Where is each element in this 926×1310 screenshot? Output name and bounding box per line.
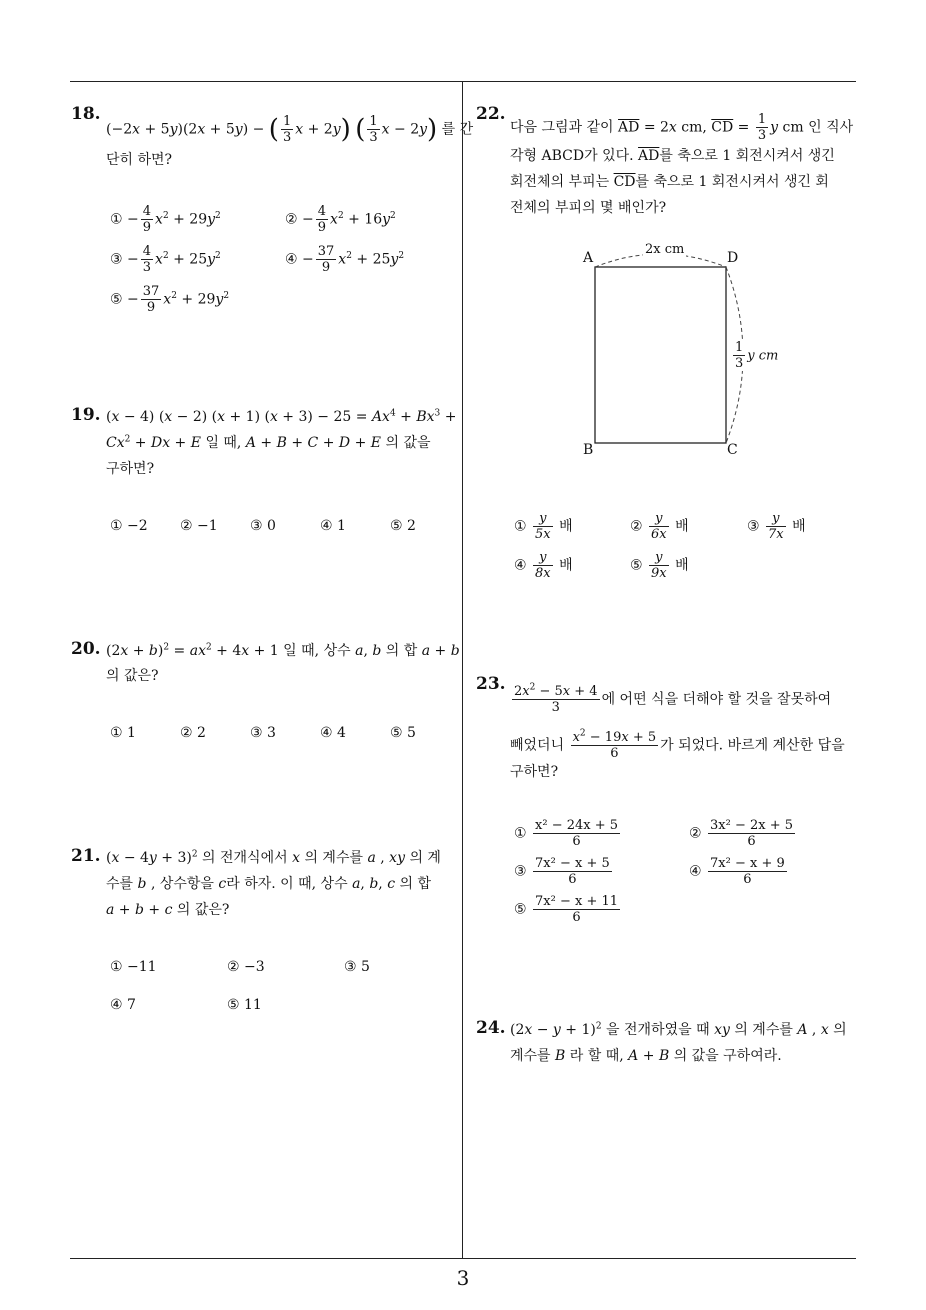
- option-2[interactable]: ② 2: [180, 725, 206, 741]
- option-1[interactable]: ① −11: [110, 959, 157, 975]
- option-3[interactable]: ③ $\frac{y}{7x}$ 배: [747, 511, 806, 542]
- option-1[interactable]: ① − $\frac{4}{9}$ $x^2 + 29y^2$: [110, 204, 221, 235]
- option-1[interactable]: ① $\frac{\text{x² − 24x + 5}}{6}$: [514, 818, 619, 849]
- option-4[interactable]: ④ 1: [320, 518, 346, 534]
- vertex-b-label: B: [583, 442, 594, 458]
- question-number: 19.: [71, 405, 101, 425]
- rectangle-abcd: [595, 267, 726, 443]
- question-text-line2: 단히 하면?: [106, 152, 173, 168]
- option-2[interactable]: ② −3: [227, 959, 265, 975]
- option-2[interactable]: ② − $\frac{4}{9}$ $x^2 + 16y^2$: [285, 204, 396, 235]
- option-4[interactable]: ④ 4: [320, 725, 346, 741]
- question-number: 20.: [71, 639, 101, 659]
- question-text-line2: 각형 ABCD가 있다. $\overline{AD}$를 축으로 1 회전시켜서 생긴: [510, 148, 835, 164]
- question-number: 22.: [476, 104, 506, 124]
- vertex-d-label: D: [727, 250, 739, 266]
- q18-tail: 를 간: [441, 121, 474, 138]
- option-5[interactable]: ⑤ − $\frac{37}{9}$ $x^2 + 29y^2$: [110, 284, 230, 315]
- question-text-line2: 계수를 B 라 할 때, A + B 의 값을 구하여라.: [510, 1048, 782, 1064]
- question-number: 21.: [71, 846, 101, 866]
- option-2[interactable]: ② −1: [180, 518, 218, 534]
- option-4[interactable]: ④ $\frac{y}{8x}$ 배: [514, 550, 573, 581]
- option-2[interactable]: ② $\frac{\text{3x² − 2x + 5}}{6}$: [689, 818, 794, 849]
- question-text-line2: 수를 b , 상수항을 c라 하자. 이 때, 상수 a, b, c 의 합: [106, 876, 431, 892]
- question-text-line3: a + b + c 의 값은?: [106, 902, 230, 918]
- question-text: $(x - 4y + 3)^2$ 의 전개식에서 x 의 계수를 a , xy 의 계: [106, 849, 441, 866]
- option-3[interactable]: ③ $\frac{\text{7x² − x + 5}}{6}$: [514, 856, 610, 887]
- question-text: (x − 4) (x − 2) (x + 1) $(x + 3) - 25 = Ax^4 + Bx^3$ +: [106, 408, 457, 425]
- option-1[interactable]: ① −2: [110, 518, 148, 534]
- question-text: $(2x - y + 1)^2$ 을 전개하였을 때 xy 의 계수를 A , x 의: [510, 1021, 847, 1038]
- question-text-line2: 빼었더니 $\frac{x^2 - 19x + 5}{6}$ 가 되었다. 바르게 계산한 답을: [510, 728, 845, 761]
- option-3[interactable]: ③ 0: [250, 518, 276, 534]
- question-text: $\frac{2x^2 - 5x + 4}{3}$ 에 어떤 식을 더해야 할 것을 잘못하여: [514, 682, 832, 715]
- option-3[interactable]: ③ 3: [250, 725, 276, 741]
- question-text: $(2x + b)^2 = ax^2 + 4x + 1$ 일 때, 상수 a, b 의 합 a + b: [106, 642, 460, 659]
- option-3[interactable]: ③ 5: [344, 959, 370, 975]
- question-text-line2: $Cx^2 + Dx + E$ 일 때, A + B + C + D + E 의 값을: [106, 434, 431, 451]
- top-dimension-label: 2x cm: [643, 240, 686, 260]
- option-1[interactable]: ① 1: [110, 725, 136, 741]
- option-5[interactable]: ⑤ 2: [390, 518, 416, 534]
- question-text-line3: 구하면?: [106, 461, 155, 477]
- question-text-line3: 구하면?: [510, 764, 559, 780]
- option-3[interactable]: ③ − $\frac{4}{3}$ $x^2 + 25y^2$: [110, 244, 221, 275]
- question-number: 23.: [476, 674, 506, 694]
- page-number: 3: [456, 1266, 470, 1290]
- column-divider: [462, 82, 463, 1259]
- option-5[interactable]: ⑤ $\frac{\text{7x² − x + 11}}{6}$: [514, 894, 619, 925]
- option-5[interactable]: ⑤ $\frac{y}{9x}$ 배: [630, 550, 689, 581]
- option-4[interactable]: ④ − $\frac{37}{9}$ $x^2 + 25y^2$: [285, 244, 405, 275]
- bottom-rule: [70, 1258, 856, 1259]
- question-text: 다음 그림과 같이 $\overline{AD} = 2x$ cm, $\overline{CD}$ = $\frac{1}{3}$ y cm 인 직사: [510, 112, 854, 143]
- top-rule: [70, 81, 856, 82]
- question-number: 18.: [71, 104, 101, 124]
- question-number: 24.: [476, 1018, 506, 1038]
- option-5[interactable]: ⑤ 11: [227, 997, 262, 1013]
- question-text: (−2x + 5y)(2x + 5y) − ( $\frac{1}{3}$ x + 2y) ( $\frac{1}{3}$ x − 2y) 를 간: [106, 114, 474, 145]
- option-5[interactable]: ⑤ 5: [390, 725, 416, 741]
- option-1[interactable]: ① $\frac{y}{5x}$ 배: [514, 511, 573, 542]
- question-text-line3: 회전체의 부피는 $\overline{CD}$를 축으로 1 회전시켜서 생긴 회: [510, 174, 829, 190]
- question-text-line4: 전체의 부피의 몇 배인가?: [510, 200, 667, 216]
- option-2[interactable]: ② $\frac{y}{6x}$ 배: [630, 511, 689, 542]
- option-4[interactable]: ④ $\frac{\text{7x² − x + 9}}{6}$: [689, 856, 785, 887]
- right-dimension-label: $\frac{1}{3}$ y cm: [731, 340, 778, 371]
- vertex-c-label: C: [727, 442, 738, 458]
- question-text-line2: 의 값은?: [106, 668, 159, 684]
- vertex-a-label: A: [583, 250, 594, 266]
- option-4[interactable]: ④ 7: [110, 997, 136, 1013]
